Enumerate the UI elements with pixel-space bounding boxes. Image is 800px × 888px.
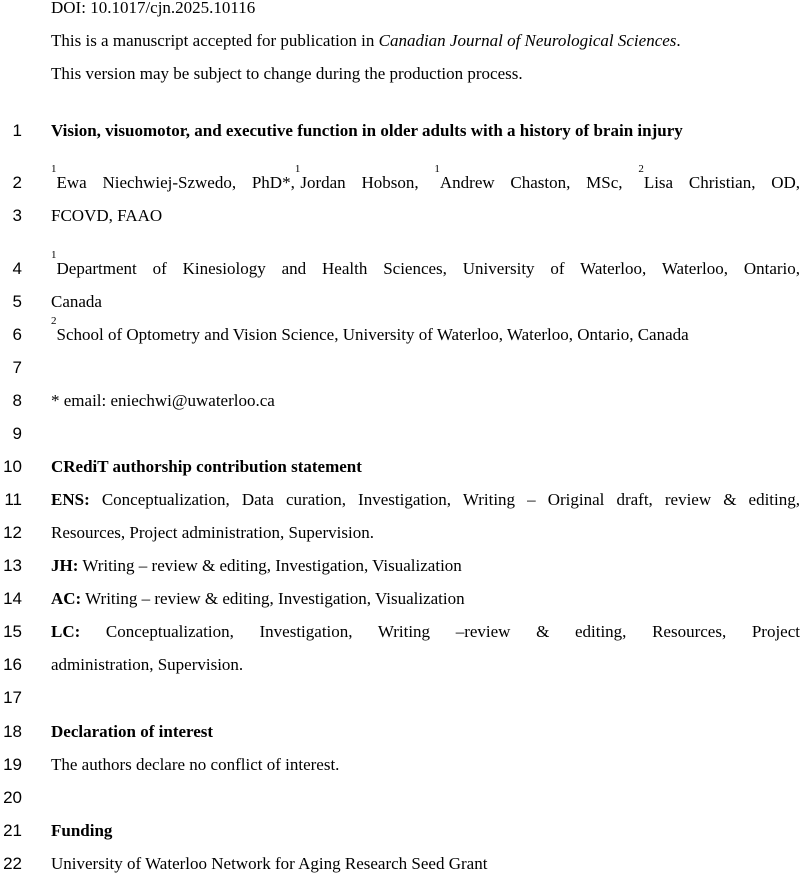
manuscript-line-21	[0, 821, 800, 855]
credit-jh	[51, 556, 800, 576]
paper-title	[51, 121, 800, 141]
line-number: 17	[0, 688, 22, 708]
accepted-suffix: .	[676, 31, 680, 50]
manuscript-line-1	[0, 121, 800, 155]
accepted-notice	[51, 31, 681, 51]
manuscript-line-15	[0, 622, 800, 656]
line-number: 9	[0, 424, 22, 444]
credit-ens-label: ENS:	[51, 490, 90, 509]
line-number: 5	[0, 292, 22, 312]
funding-heading-text: Funding	[51, 821, 112, 840]
line-number: 2	[0, 173, 22, 193]
line-number: 22	[0, 854, 22, 874]
credit-ac	[51, 589, 800, 609]
author-affiliation-marker: 1	[51, 163, 57, 175]
doi-line	[51, 0, 255, 18]
manuscript-line-14	[0, 589, 800, 623]
line-number: 20	[0, 788, 22, 808]
credit-lc-label: LC:	[51, 622, 80, 641]
author-affiliation-marker: 1	[295, 163, 301, 175]
author-list	[51, 173, 800, 193]
manuscript-line-6	[0, 325, 800, 359]
credit-ens	[51, 490, 800, 510]
credit-ens-continued: Resources, Project administration, Supervision.	[51, 523, 800, 543]
author-name: Andrew Chaston, MSc,	[440, 173, 638, 192]
credit-ens-text: Conceptualization, Data curation, Investigation, Writing – Original draft, review & editing,	[90, 490, 800, 509]
affiliation-marker: 1	[51, 249, 57, 261]
line-number: 1	[0, 121, 22, 141]
doi-text: DOI: 10.1017/cjn.2025.10116	[51, 0, 255, 17]
manuscript-line-2	[0, 173, 800, 207]
declaration-text: The authors declare no conflict of interest.	[51, 755, 800, 775]
funding-heading	[51, 821, 800, 841]
line-number: 4	[0, 259, 22, 279]
author-name: Ewa Niechwiej-Szwedo, PhD*,	[57, 173, 295, 192]
line-number: 19	[0, 755, 22, 775]
author-name: Jordan Hobson,	[300, 173, 434, 192]
affiliation-2	[51, 325, 800, 345]
line-number: 8	[0, 391, 22, 411]
version-note	[51, 64, 523, 84]
manuscript-line-3	[0, 206, 800, 240]
affiliation-2-text: School of Optometry and Vision Science, University of Waterloo, Waterloo, Ontario, Canada	[57, 325, 689, 344]
manuscript-line-7	[0, 358, 800, 392]
line-number: 10	[0, 457, 22, 477]
line-number: 16	[0, 655, 22, 675]
credit-ac-text: Writing – review & editing, Investigation, Visualization	[81, 589, 464, 608]
corresponding-email: * email: eniechwi@uwaterloo.ca	[51, 391, 800, 411]
line-number: 15	[0, 622, 22, 642]
line-number: 13	[0, 556, 22, 576]
credit-jh-text: Writing – review & editing, Investigation, Visualization	[78, 556, 461, 575]
line-number: 6	[0, 325, 22, 345]
version-note-text: This version may be subject to change during the production process.	[51, 64, 523, 83]
journal-name: Canadian Journal of Neurological Sciences	[379, 31, 677, 50]
manuscript-line-22	[0, 854, 800, 888]
credit-jh-label: JH:	[51, 556, 78, 575]
credit-ac-label: AC:	[51, 589, 81, 608]
declaration-heading	[51, 722, 800, 742]
manuscript-line-10	[0, 457, 800, 491]
manuscript-line-13	[0, 556, 800, 590]
manuscript-line-17	[0, 688, 800, 722]
manuscript-line-5	[0, 292, 800, 326]
author-affiliation-marker: 2	[638, 163, 644, 175]
author-affiliation-marker: 1	[434, 163, 440, 175]
affiliation-1	[51, 259, 800, 279]
credit-lc	[51, 622, 800, 642]
accepted-prefix: This is a manuscript accepted for publication in	[51, 31, 379, 50]
manuscript-line-12	[0, 523, 800, 557]
line-number: 3	[0, 206, 22, 226]
manuscript-line-16	[0, 655, 800, 689]
paper-title-text: Vision, visuomotor, and executive function in older adults with a history of brain injury	[51, 121, 683, 140]
manuscript-line-11	[0, 490, 800, 524]
affiliation-1-continued: Canada	[51, 292, 800, 312]
affiliation-marker: 2	[51, 315, 57, 327]
line-number: 14	[0, 589, 22, 609]
manuscript-line-20	[0, 788, 800, 822]
affiliation-1-text: Department of Kinesiology and Health Sciences, University of Waterloo, Waterloo, Ontario,	[57, 259, 800, 278]
credit-heading	[51, 457, 800, 477]
manuscript-line-9	[0, 424, 800, 458]
manuscript-line-4	[0, 259, 800, 293]
author-list-continued: FCOVD, FAAO	[51, 206, 800, 226]
credit-lc-continued: administration, Supervision.	[51, 655, 800, 675]
line-number: 21	[0, 821, 22, 841]
line-number: 11	[0, 490, 22, 510]
manuscript-line-18	[0, 722, 800, 756]
line-number: 12	[0, 523, 22, 543]
manuscript-line-19	[0, 755, 800, 789]
declaration-heading-text: Declaration of interest	[51, 722, 213, 741]
credit-heading-text: CRediT authorship contribution statement	[51, 457, 362, 476]
author-name: Lisa Christian, OD,	[644, 173, 800, 192]
line-number: 7	[0, 358, 22, 378]
credit-lc-text: Conceptualization, Investigation, Writing –review & editing, Resources, Project	[80, 622, 800, 641]
line-number: 18	[0, 722, 22, 742]
funding-text: University of Waterloo Network for Aging Research Seed Grant	[51, 854, 800, 874]
manuscript-line-8	[0, 391, 800, 425]
